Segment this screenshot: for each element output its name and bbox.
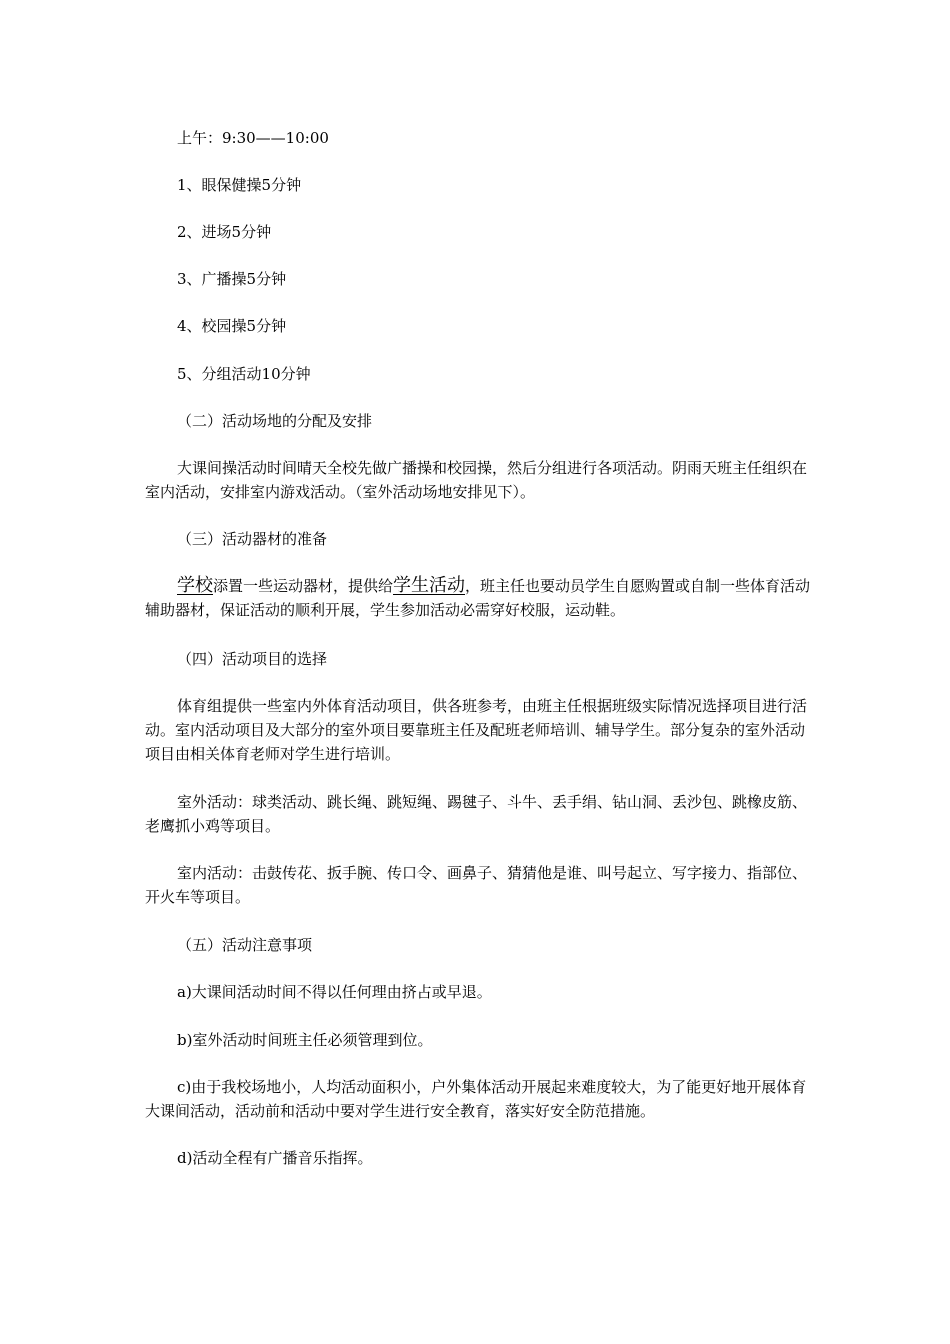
schedule-item-5: 5、分组活动10分钟 [177,365,311,383]
section-4-body: 体育组提供一些室内外体育活动项目，供各班参考，由班主任根据班级实际情况选择项目进行活动。室内活动项目及大部分的室外项目要靠班主任及配班老师培训、辅导学生。部分复杂的室外活动项目由相关体育老师对学生进行培训。 [145,697,808,763]
school-link[interactable]: 学校 [177,575,213,596]
schedule-item-4: 4、校园操5分钟 [177,317,287,335]
section-3-heading: （三）活动器材的准备 [177,530,328,548]
note-a: a)大课间活动时间不得以任何理由挤占或早退。 [177,983,492,1001]
section-2-body: 大课间操活动时间晴天全校先做广播操和校园操，然后分组进行各项活动。阴雨天班主任组织在室内活动，安排室内游戏活动。（室外活动场地安排见下）。 [145,459,808,501]
indoor-activities: 室内活动：击鼓传花、扳手腕、传口令、画鼻子、猜猜他是谁、叫号起立、写字接力、指部位、开火车等项目。 [145,864,808,906]
note-d: d)活动全程有广播音乐指挥。 [177,1149,373,1167]
section-3-body [145,574,817,622]
section-5-heading: （五）活动注意事项 [177,936,313,954]
schedule-time: 上午：9:30——10:00 [177,129,329,147]
note-c: c)由于我校场地小，人均活动面积小，户外集体活动开展起来难度较大，为了能更好地开展体育大课间活动，活动前和活动中要对学生进行安全教育，落实好安全防范措施。 [145,1078,807,1120]
section-4-heading: （四）活动项目的选择 [177,650,328,668]
student-activity-link[interactable]: 学生活动 [393,575,466,596]
note-b: b)室外活动时间班主任必须管理到位。 [177,1031,433,1049]
schedule-item-3: 3、广播操5分钟 [177,270,287,288]
schedule-item-2: 2、进场5分钟 [177,223,272,241]
section-3-text-2: ，班主任也要动员学生自愿购置或自制一些体育活动辅助器材，保证活动的顺利开展，学生参加活动必需穿好校服，运动鞋。 [145,577,811,619]
schedule-item-1: 1、眼保健操5分钟 [177,176,302,194]
section-2-heading: （二）活动场地的分配及安排 [177,412,373,430]
outdoor-activities: 室外活动：球类活动、跳长绳、跳短绳、踢毽子、斗牛、丢手绢、钻山洞、丢沙包、跳橡皮筋、老鹰抓小鸡等项目。 [145,793,808,835]
section-3-text-1: 添置一些运动器材，提供给 [213,577,394,595]
